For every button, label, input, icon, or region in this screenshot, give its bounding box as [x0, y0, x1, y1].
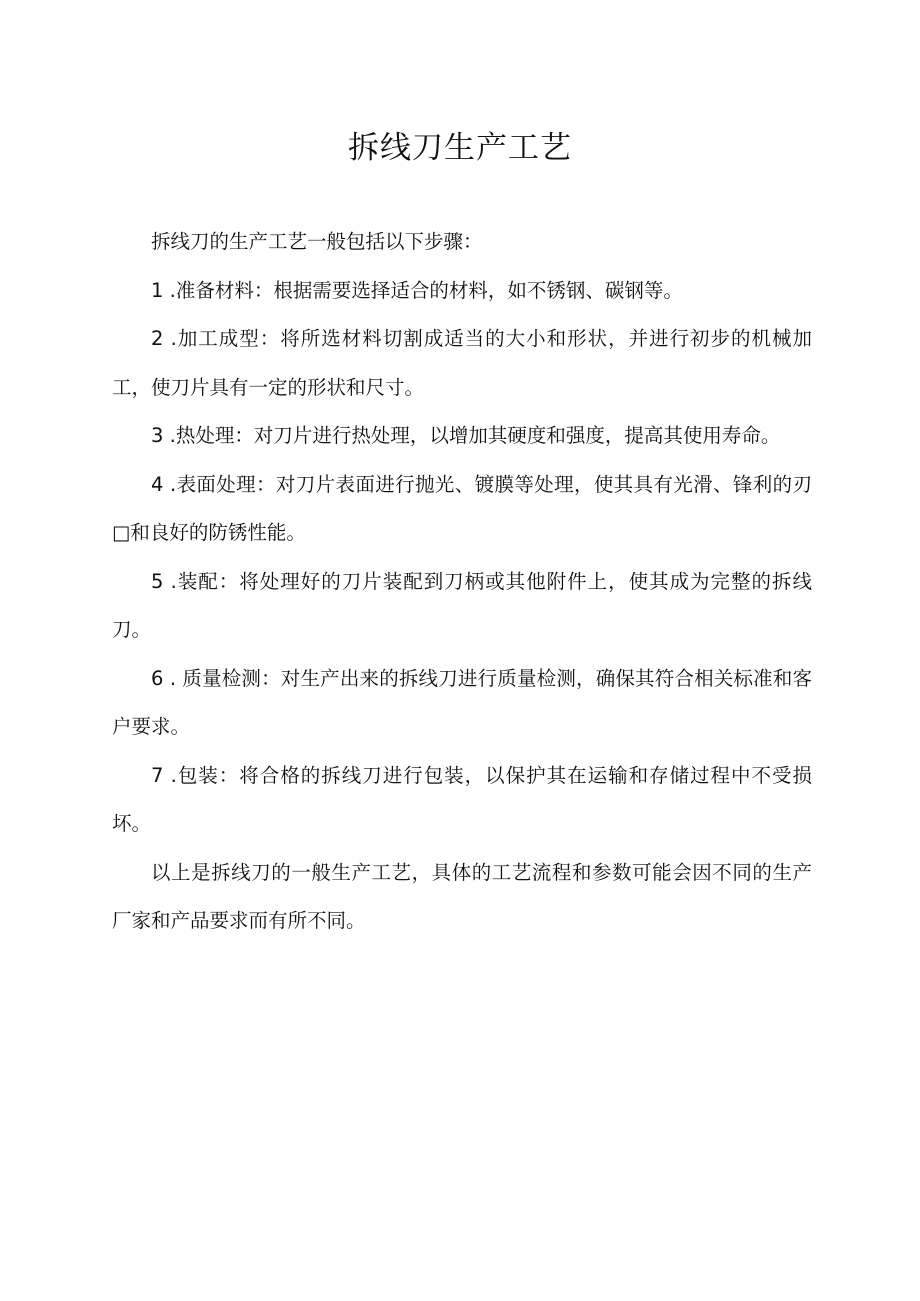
- step-text: .加工成型：将所选材料切割成适当的大小和形状，并进行初步的机械加工，使刀片具有一定的形状和尺寸。: [112, 327, 813, 399]
- step-text: .装配：将处理好的刀片装配到刀柄或其他附件上，使其成为完整的拆线刀。: [112, 569, 813, 641]
- step-7: [112, 752, 812, 849]
- step-number: 4: [151, 472, 164, 496]
- step-text: .热处理：对刀片进行热处理，以增加其硬度和强度，提高其使用寿命。: [169, 424, 781, 447]
- step-number: 2: [151, 327, 164, 350]
- step-3: [112, 412, 812, 461]
- step-number: 1: [151, 278, 164, 302]
- step-text: .表面处理：对刀片表面进行抛光、镀膜等处理，使其具有光滑、锋利的刃□和良好的防锈性能。: [112, 472, 813, 544]
- document-title: 拆线刀生产工艺: [348, 130, 572, 166]
- step-number: 7: [151, 763, 164, 787]
- step-text: .包装：将合格的拆线刀进行包装，以保护其在运输和存储过程中不受损坏。: [112, 763, 813, 835]
- step-1: [112, 267, 812, 316]
- intro-paragraph: 拆线刀的生产工艺一般包括以下步骤：: [151, 230, 483, 253]
- step-number: 5: [151, 569, 164, 593]
- step-number: 6: [151, 666, 164, 690]
- document-body: [112, 218, 812, 946]
- conclusion-paragraph: 以上是拆线刀的一般生产工艺，具体的工艺流程和参数可能会因不同的生产厂家和产品要求而有所不同。: [112, 860, 812, 932]
- step-6: [112, 655, 812, 752]
- step-number: 3: [151, 424, 164, 447]
- step-2: [112, 315, 812, 412]
- step-text: . 质量检测：对生产出来的拆线刀进行质量检测，确保其符合相关标准和客户要求。: [112, 666, 812, 738]
- step-text: .准备材料：根据需要选择适合的材料，如不锈钢、碳钢等。: [169, 278, 683, 302]
- step-4: [112, 461, 812, 558]
- step-5: [112, 558, 812, 655]
